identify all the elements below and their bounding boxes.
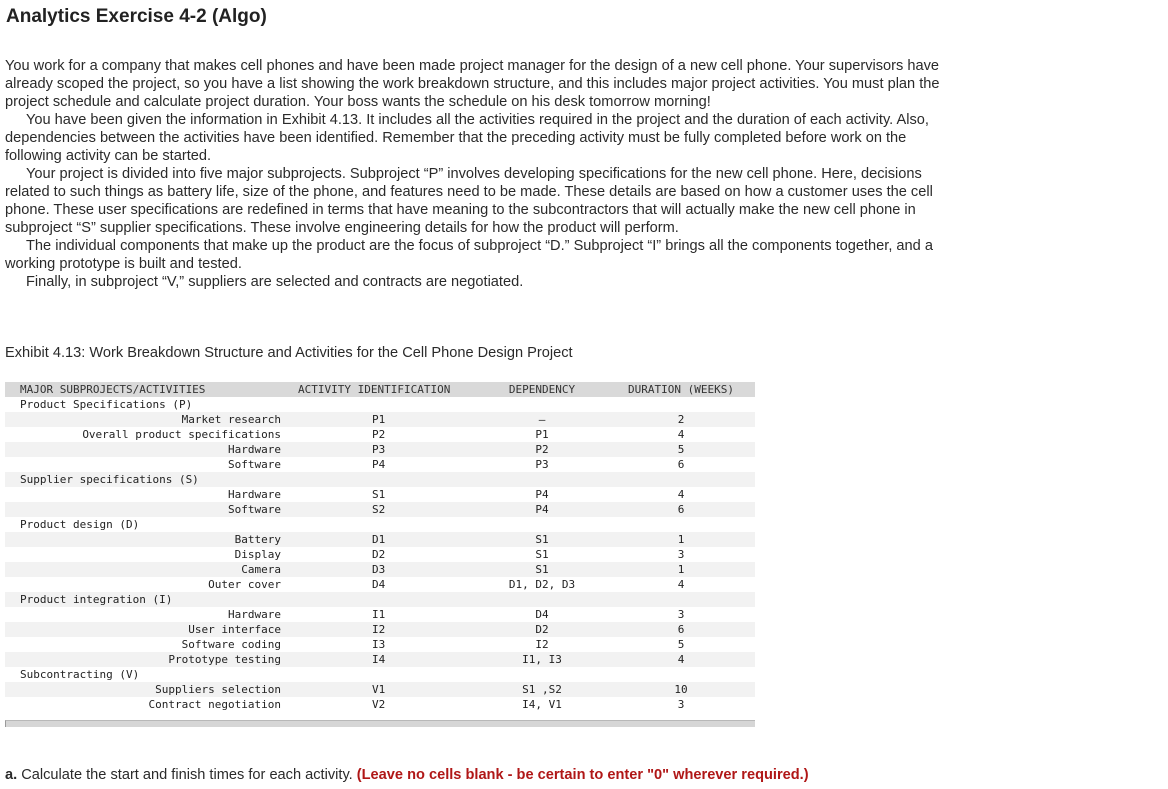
activity-id: S2 <box>372 503 386 516</box>
activity-name: Outer cover <box>208 578 281 591</box>
page-title: Analytics Exercise 4-2 (Algo) <box>6 6 267 27</box>
table-row <box>5 637 755 652</box>
activity-duration: 4 <box>677 488 685 501</box>
activity-id: S1 <box>372 488 386 501</box>
table-row <box>5 502 755 517</box>
activity-dependency: S1 <box>535 533 549 546</box>
activity-id: I1 <box>372 608 386 621</box>
subproject-row <box>5 592 755 607</box>
activity-dependency: S1 <box>535 548 549 561</box>
activity-dependency: I4, V1 <box>522 698 562 711</box>
table-row <box>5 697 755 712</box>
subproject-name: Subcontracting (V) <box>20 668 140 681</box>
subproject-row <box>5 397 755 412</box>
header-duration: DURATION (WEEKS) <box>628 383 734 396</box>
intro-paragraph: You work for a company that makes cell phones and have been made project manager for the design of a new cell phone. Your supervisors have already scoped the project, so you have a list showing the work breakdown structure, and this includes major project activities. You must plan the project schedule and calculate project duration. Your boss wants the schedule on his desk tomorrow morning! <box>5 58 940 110</box>
table-row <box>5 652 755 667</box>
activity-dependency: — <box>538 413 546 426</box>
header-dependency: DEPENDENCY <box>508 383 576 396</box>
activity-dependency: P4 <box>535 503 549 516</box>
activity-duration: 3 <box>677 548 685 561</box>
activity-name: Display <box>234 548 281 561</box>
question-text: Calculate the start and finish times for each activity. <box>21 767 353 783</box>
table-row <box>5 682 755 697</box>
activity-duration: 6 <box>677 623 685 636</box>
activity-name: Software <box>228 458 281 471</box>
activity-id: P1 <box>372 413 386 426</box>
activity-duration: 1 <box>677 563 685 576</box>
table-body <box>5 397 755 712</box>
activity-name: Software coding <box>181 638 281 651</box>
activity-duration: 4 <box>677 653 685 666</box>
activity-id: D1 <box>372 533 386 546</box>
activity-dependency: I1, I3 <box>522 653 562 666</box>
activity-dependency: P3 <box>535 458 549 471</box>
table-bottom-rule <box>5 720 755 727</box>
wbs-table <box>5 382 755 727</box>
table-row <box>5 577 755 592</box>
activity-duration: 5 <box>677 443 685 456</box>
activity-id: P4 <box>372 458 386 471</box>
activity-dependency: P1 <box>535 428 549 441</box>
activity-id: D4 <box>372 578 386 591</box>
subproject-name: Product integration (I) <box>20 593 173 606</box>
activity-name: Software <box>228 503 281 516</box>
subproject-row <box>5 472 755 487</box>
activity-id: D2 <box>372 548 386 561</box>
activity-name: Hardware <box>228 488 281 501</box>
activity-duration: 4 <box>677 428 685 441</box>
activity-dependency: S1 ,S2 <box>522 683 562 696</box>
activity-id: P2 <box>372 428 386 441</box>
table-row <box>5 427 755 442</box>
intro-paragraph: Finally, in subproject “V,” suppliers are selected and contracts are negotiated. <box>26 274 524 290</box>
activity-id: V2 <box>372 698 386 711</box>
activity-id: V1 <box>372 683 386 696</box>
intro-text <box>5 57 950 291</box>
activity-dependency: P2 <box>535 443 549 456</box>
activity-name: Battery <box>234 533 281 546</box>
activity-dependency: D1, D2, D3 <box>508 578 576 591</box>
table-row <box>5 622 755 637</box>
table-row <box>5 457 755 472</box>
activity-duration: 6 <box>677 503 685 516</box>
activity-id: I2 <box>372 623 386 636</box>
activity-dependency: S1 <box>535 563 549 576</box>
activity-duration: 5 <box>677 638 685 651</box>
activity-duration: 4 <box>677 578 685 591</box>
subproject-name: Product Specifications (P) <box>20 398 193 411</box>
question-a <box>5 767 809 783</box>
activity-name: User interface <box>188 623 281 636</box>
subproject-row <box>5 667 755 682</box>
activity-dependency: D4 <box>535 608 549 621</box>
activity-name: Suppliers selection <box>155 683 281 696</box>
subproject-name: Product design (D) <box>20 518 140 531</box>
subproject-row <box>5 517 755 532</box>
activity-name: Hardware <box>228 443 281 456</box>
activity-name: Market research <box>181 413 281 426</box>
activity-id: D3 <box>372 563 386 576</box>
activity-name: Prototype testing <box>168 653 281 666</box>
activity-duration: 2 <box>677 413 685 426</box>
activity-dependency: D2 <box>535 623 549 636</box>
activity-duration: 3 <box>677 608 685 621</box>
intro-paragraph: You have been given the information in Exhibit 4.13. It includes all the activities required in the project and the duration of each activity. Also, dependencies between the activities have been identified. Remember that the preceding activity must be fully completed before work on the following activity can be started. <box>5 112 929 164</box>
activity-duration: 6 <box>677 458 685 471</box>
activity-name: Hardware <box>228 608 281 621</box>
question-label: a. <box>5 767 18 783</box>
activity-name: Contract negotiation <box>148 698 281 711</box>
subproject-name: Supplier specifications (S) <box>20 473 199 486</box>
activity-duration: 10 <box>674 683 688 696</box>
activity-id: I4 <box>372 653 386 666</box>
header-activity-id: ACTIVITY IDENTIFICATION <box>298 383 451 396</box>
activity-dependency: I2 <box>535 638 549 651</box>
activity-name: Overall product specifications <box>82 428 281 441</box>
table-row <box>5 607 755 622</box>
activity-duration: 3 <box>677 698 685 711</box>
exhibit-caption: Exhibit 4.13: Work Breakdown Structure and Activities for the Cell Phone Design Project <box>5 345 573 361</box>
activity-duration: 1 <box>677 533 685 546</box>
table-row <box>5 487 755 502</box>
table-row <box>5 532 755 547</box>
activity-name: Camera <box>241 563 281 576</box>
question-instruction: (Leave no cells blank - be certain to enter "0" wherever required.) <box>356 767 809 783</box>
header-activities: MAJOR SUBPROJECTS/ACTIVITIES <box>20 383 206 396</box>
table-row <box>5 412 755 427</box>
intro-paragraph: The individual components that make up the product are the focus of subproject “D.” Subproject “I” brings all the components together, and a working prototype is built and tested. <box>5 238 933 272</box>
table-row <box>5 442 755 457</box>
table-row <box>5 547 755 562</box>
table-row <box>5 562 755 577</box>
table-header-row <box>5 382 755 397</box>
activity-dependency: P4 <box>535 488 549 501</box>
activity-id: I3 <box>372 638 386 651</box>
intro-paragraph: Your project is divided into five major subprojects. Subproject “P” involves developing specifications for the new cell phone. Here, decisions related to such things as battery life, size of the phone, and features need to be made. These details are based on how a customer uses the cell phone. These user specifications are redefined in terms that have meaning to the subcontractors that will actually make the new cell phone in subproject “S” supplier specifications. These involve engineering details for how the product will perform. <box>5 166 933 236</box>
activity-id: P3 <box>372 443 386 456</box>
